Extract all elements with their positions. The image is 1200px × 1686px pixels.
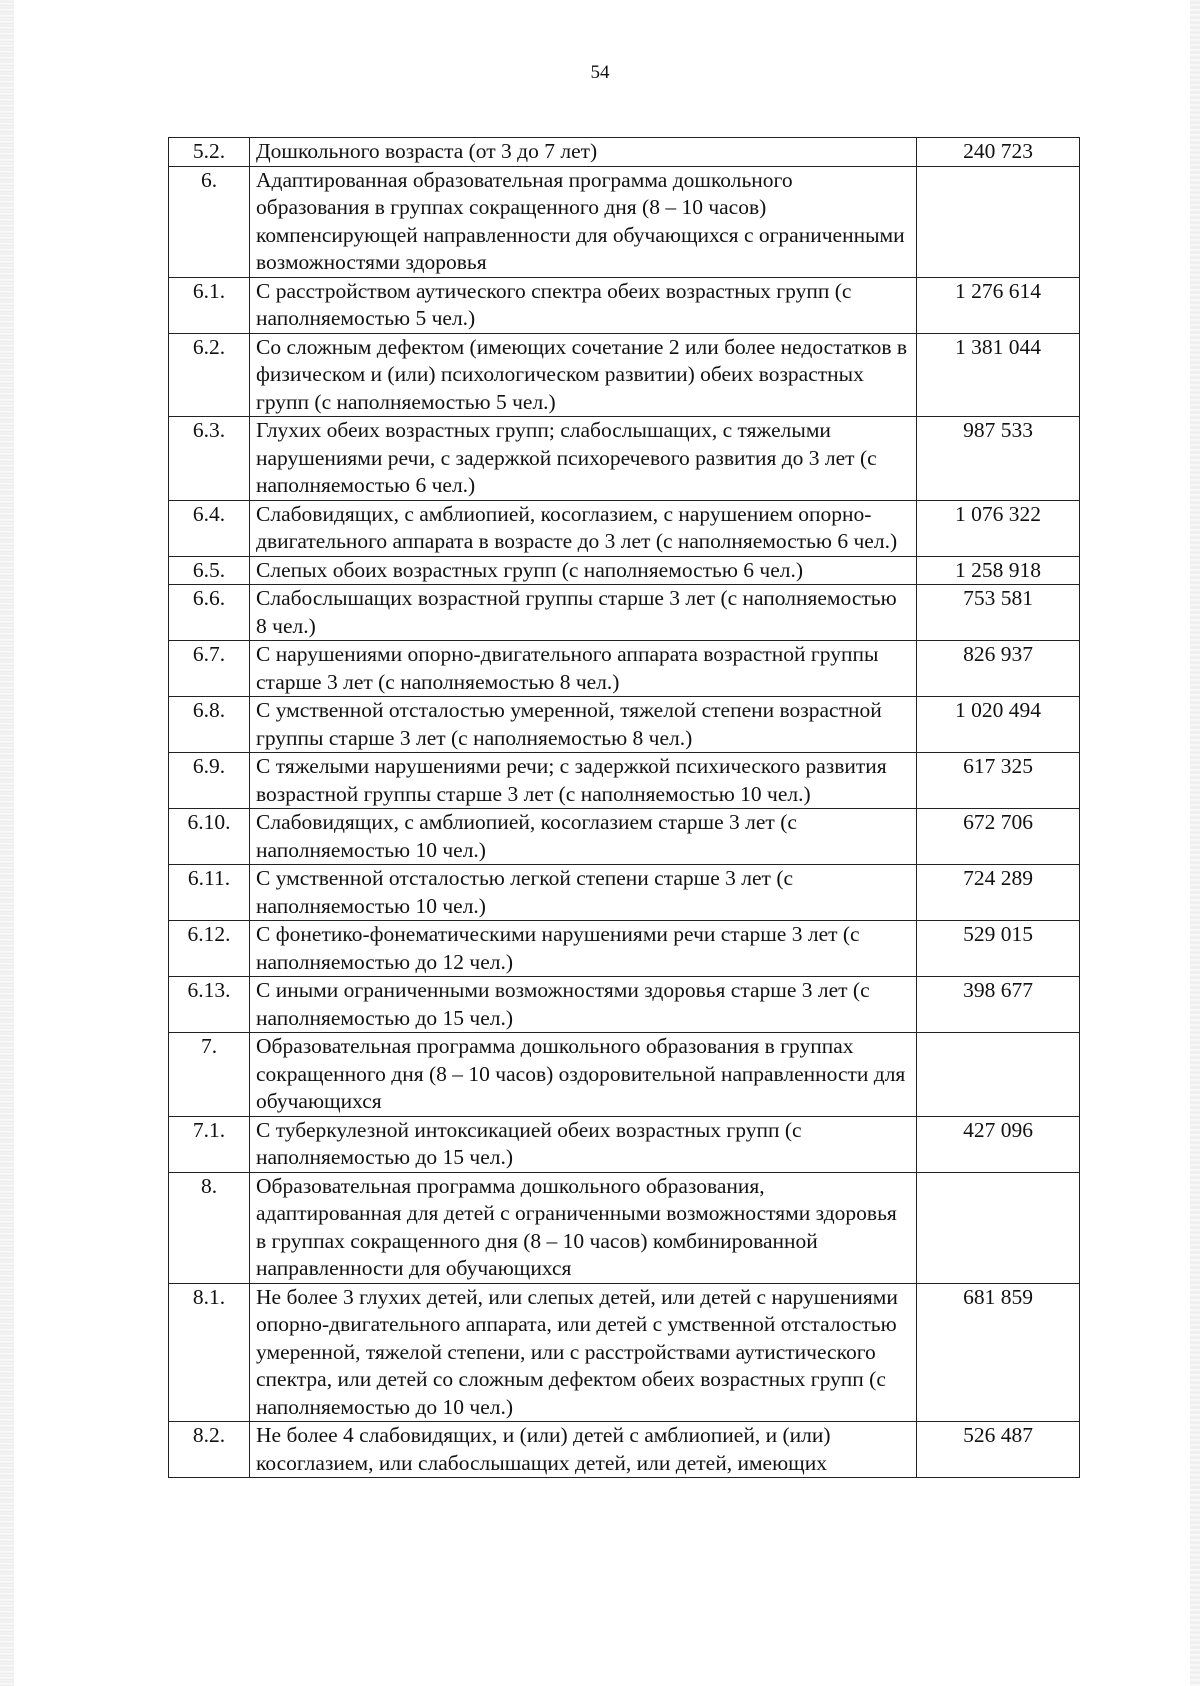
row-description: Не более 4 слабовидящих, и (или) детей с амблиопией, и (или) косоглазием, или слабослышащих детей, или детей, имеющих <box>250 1422 917 1478</box>
row-number: 6.8. <box>169 697 250 753</box>
table-body <box>169 138 1080 1478</box>
table-row <box>169 977 1080 1033</box>
row-value: 240 723 <box>917 138 1080 167</box>
row-number: 6.12. <box>169 921 250 977</box>
row-number: 6.2. <box>169 333 250 417</box>
row-number: 6.10. <box>169 809 250 865</box>
table-row <box>169 166 1080 277</box>
row-number: 7. <box>169 1033 250 1117</box>
table-row <box>169 1033 1080 1117</box>
row-number: 5.2. <box>169 138 250 167</box>
row-value: 1 258 918 <box>917 556 1080 585</box>
row-number: 6.3. <box>169 417 250 501</box>
row-number: 6.11. <box>169 865 250 921</box>
row-description: Со сложным дефектом (имеющих сочетание 2 или более недостатков в физическом и (или) психологическом развитии) обеих возрастных групп (с наполняемостью 5 чел.) <box>250 333 917 417</box>
table-row <box>169 138 1080 167</box>
table-row <box>169 500 1080 556</box>
row-description: Слабовидящих, с амблиопией, косоглазием старше 3 лет (с наполняемостью 10 чел.) <box>250 809 917 865</box>
row-value: 526 487 <box>917 1422 1080 1478</box>
tariff-table <box>168 137 1080 1478</box>
table-row <box>169 697 1080 753</box>
row-number: 8.1. <box>169 1283 250 1422</box>
table-row <box>169 556 1080 585</box>
table-row <box>169 1172 1080 1283</box>
row-description: Дошкольного возраста (от 3 до 7 лет) <box>250 138 917 167</box>
row-value: 1 076 322 <box>917 500 1080 556</box>
row-value: 1 381 044 <box>917 333 1080 417</box>
table-row <box>169 417 1080 501</box>
row-number: 6.5. <box>169 556 250 585</box>
row-description: Слабослышащих возрастной группы старше 3 лет (с наполняемостью 8 чел.) <box>250 585 917 641</box>
row-description: С умственной отсталостью легкой степени старше 3 лет (с наполняемостью 10 чел.) <box>250 865 917 921</box>
scan-edge-left <box>0 0 14 1686</box>
page-number: 54 <box>590 62 610 83</box>
row-description: С расстройством аутического спектра обеих возрастных групп (с наполняемостью 5 чел.) <box>250 277 917 333</box>
row-value: 1 020 494 <box>917 697 1080 753</box>
row-value <box>917 166 1080 277</box>
row-number: 6. <box>169 166 250 277</box>
row-value: 987 533 <box>917 417 1080 501</box>
row-description: С тяжелыми нарушениями речи; с задержкой психического развития возрастной группы старше 3 лет (с наполняемостью 10 чел.) <box>250 753 917 809</box>
row-description: Адаптированная образовательная программа дошкольного образования в группах сокращенного дня (8 – 10 часов) компенсирующей направленности для обучающихся с ограниченными возможностями здоровья <box>250 166 917 277</box>
row-value <box>917 1172 1080 1283</box>
row-value: 1 276 614 <box>917 277 1080 333</box>
row-value: 617 325 <box>917 753 1080 809</box>
row-number: 6.7. <box>169 641 250 697</box>
row-number: 6.6. <box>169 585 250 641</box>
table-row <box>169 1422 1080 1478</box>
row-description: Слепых обоих возрастных групп (с наполняемостью 6 чел.) <box>250 556 917 585</box>
row-description: С нарушениями опорно-двигательного аппарата возрастной группы старше 3 лет (с наполняемостью 8 чел.) <box>250 641 917 697</box>
table-row <box>169 333 1080 417</box>
row-description: С туберкулезной интоксикацией обеих возрастных групп (с наполняемостью до 15 чел.) <box>250 1116 917 1172</box>
row-description: Образовательная программа дошкольного образования, адаптированная для детей с ограниченными возможностями здоровья в группах сокращенного дня (8 – 10 часов) комбинированной направленности для обучающихся <box>250 1172 917 1283</box>
row-value <box>917 1033 1080 1117</box>
table-row <box>169 641 1080 697</box>
table-row <box>169 585 1080 641</box>
table-row <box>169 277 1080 333</box>
row-number: 6.9. <box>169 753 250 809</box>
row-number: 6.13. <box>169 977 250 1033</box>
row-number: 8. <box>169 1172 250 1283</box>
row-description: Не более 3 глухих детей, или слепых детей, или детей с нарушениями опорно-двигательного аппарата, или детей с умственной отсталостью умеренной, тяжелой степени, или с расстройствами аутистического спектра, или детей со сложным дефектом обеих возрастных групп (с наполняемостью до 10 чел.) <box>250 1283 917 1422</box>
table-row <box>169 1116 1080 1172</box>
row-description: Слабовидящих, с амблиопией, косоглазием, с нарушением опорно-двигательного аппарата в возрасте до 3 лет (с наполняемостью 6 чел.) <box>250 500 917 556</box>
row-number: 8.2. <box>169 1422 250 1478</box>
row-value: 427 096 <box>917 1116 1080 1172</box>
row-number: 6.1. <box>169 277 250 333</box>
row-value: 529 015 <box>917 921 1080 977</box>
row-number: 6.4. <box>169 500 250 556</box>
scan-edge-right <box>1190 0 1200 1686</box>
row-description: С фонетико-фонематическими нарушениями речи старше 3 лет (с наполняемостью до 12 чел.) <box>250 921 917 977</box>
row-value: 672 706 <box>917 809 1080 865</box>
row-description: С умственной отсталостью умеренной, тяжелой степени возрастной группы старше 3 лет (с наполняемостью 8 чел.) <box>250 697 917 753</box>
table-row <box>169 809 1080 865</box>
row-value: 826 937 <box>917 641 1080 697</box>
row-value: 681 859 <box>917 1283 1080 1422</box>
row-value: 753 581 <box>917 585 1080 641</box>
table-row <box>169 921 1080 977</box>
row-description: Образовательная программа дошкольного образования в группах сокращенного дня (8 – 10 часов) оздоровительной направленности для обучающихся <box>250 1033 917 1117</box>
row-value: 724 289 <box>917 865 1080 921</box>
table-row <box>169 753 1080 809</box>
table-row <box>169 1283 1080 1422</box>
row-description: С иными ограниченными возможностями здоровья старше 3 лет (с наполняемостью до 15 чел.) <box>250 977 917 1033</box>
row-description: Глухих обеих возрастных групп; слабослышащих, с тяжелыми нарушениями речи, с задержкой психоречевого развития до 3 лет (с наполняемостью 6 чел.) <box>250 417 917 501</box>
table-row <box>169 865 1080 921</box>
row-value: 398 677 <box>917 977 1080 1033</box>
row-number: 7.1. <box>169 1116 250 1172</box>
